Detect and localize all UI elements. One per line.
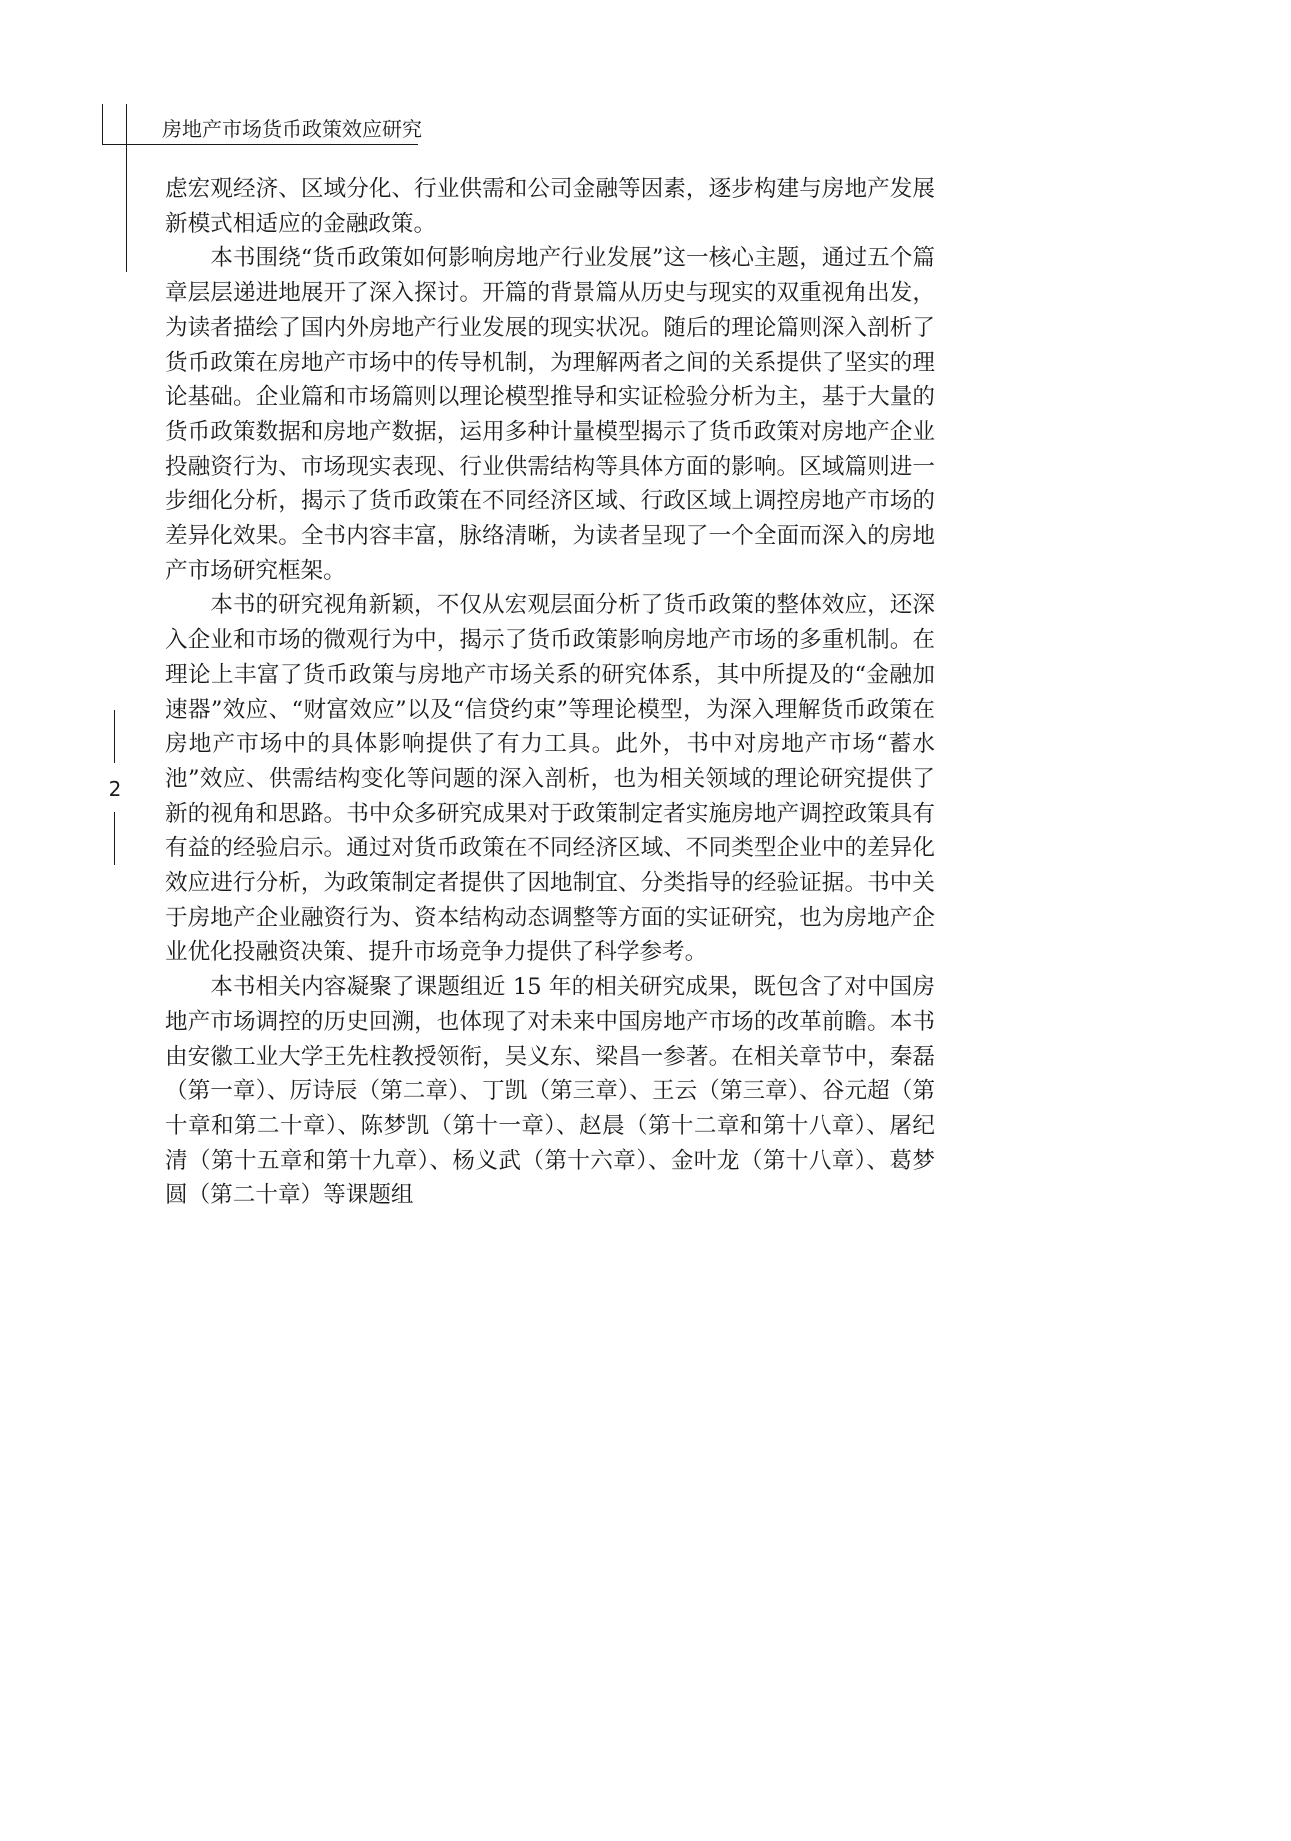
header-frame-vertical-rule — [126, 104, 127, 272]
running-header-title: 房地产市场货币政策效应研究 — [162, 117, 422, 141]
paragraph-book-structure: 本书围绕“货币政策如何影响房地产行业发展”这一核心主题，通过五个篇章层层递进地展开了深入探讨。开篇的背景篇从历史与现实的双重视角出发，为读者描绘了国内外房地产行业发展的现实状况。随后的理论篇则深入剖析了货币政策在房地产市场中的传导机制，为理解两者之间的关系提供了坚实的理论基础。企业篇和市场篇则以理论模型推导和实证检验分析为主，基于大量的货币政策数据和房地产数据，运用多种计量模型揭示了货币政策对房地产企业投融资行为、市场现实表现、行业供需结构等具体方面的影响。区域篇则进一步细化分析，揭示了货币政策在不同经济区域、行政区域上调控房地产市场的差异化效果。全书内容丰富，脉络清晰，为读者呈现了一个全面而深入的房地产市场研究框架。 — [165, 245, 935, 584]
paragraph-authors-contributors: 本书相关内容凝聚了课题组近 15 年的相关研究成果，既包含了对中国房地产市场调控的历史回溯，也体现了对未来中国房地产市场的改革前瞻。本书由安徽工业大学王先柱教授领衔，吴义东、梁昌一参著。在相关章节中，秦磊（第一章）、厉诗辰（第二章）、丁凯（第三章）、王云（第三章）、谷元超（第十章和第二十章）、陈梦凯（第十一章）、赵晨（第十二章和第十八章）、屠纪清（第十五章和第十九章）、杨义武（第十六章）、金叶龙（第十八章）、葛梦圆（第二十章）等课题组 — [165, 974, 935, 1209]
paragraph-continuation: 虑宏观经济、区域分化、行业供需和公司金融等因素，逐步构建与房地产发展新模式相适应的金融政策。 — [165, 176, 935, 237]
paragraph-research-perspective: 本书的研究视角新颖，不仅从宏观层面分析了货币政策的整体效应，还深入企业和市场的微观行为中，揭示了货币政策影响房地产市场的多重机制。在理论上丰富了货币政策与房地产市场关系的研究体系，其中所提及的“金融加速器”效应、“财富效应”以及“信贷约束”等理论模型，为深入理解货币政策在房地产市场中的具体影响提供了有力工具。此外，书中对房地产市场“蓄水池”效应、供需结构变化等问题的深入剖析，也为相关领域的理论研究提供了新的视角和思路。书中众多研究成果对于政策制定者实施房地产调控政策具有有益的经验启示。通过对货币政策在不同经济区域、不同类型企业中的差异化效应进行分析，为政策制定者提供了因地制宜、分类指导的经验证据。书中关于房地产企业融资行为、资本结构动态调整等方面的实证研究，也为房地产企业优化投融资决策、提升市场竞争力提供了科学参考。 — [165, 592, 935, 966]
body-text — [165, 172, 935, 1213]
header-frame-left-rule — [102, 104, 103, 145]
header-frame-top-rule — [102, 144, 418, 145]
page-number-lower-mark — [114, 812, 115, 865]
page-number-upper-mark — [114, 710, 115, 763]
page-number: 2 — [108, 777, 122, 801]
